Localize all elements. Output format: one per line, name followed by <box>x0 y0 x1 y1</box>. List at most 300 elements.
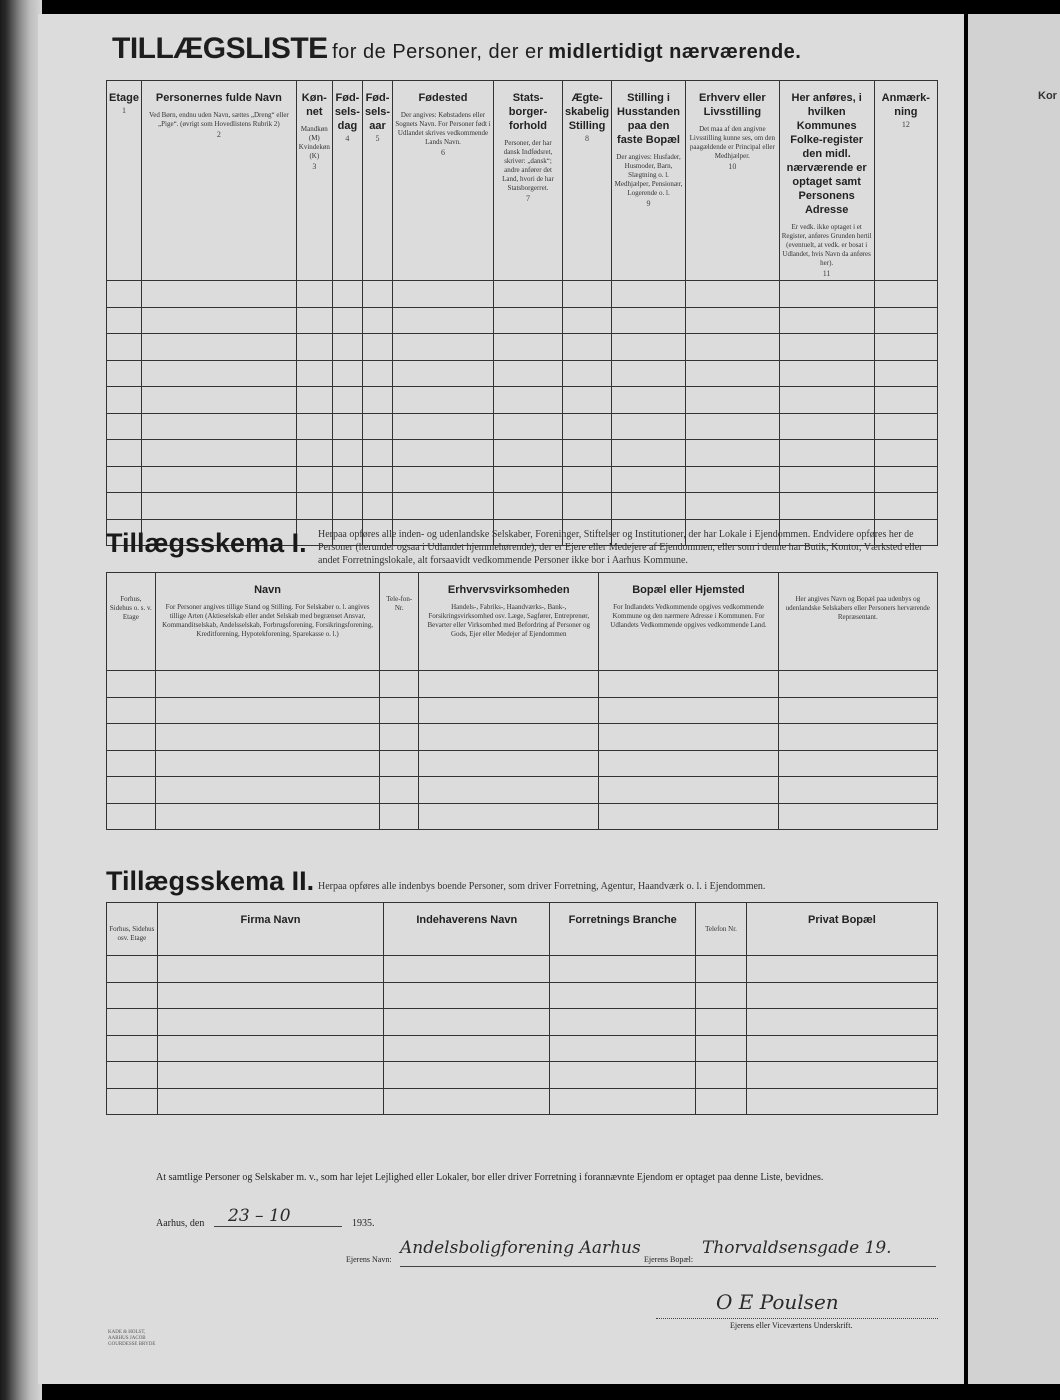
list-column-number-2: 2 <box>216 130 221 139</box>
list-header-title-1: Etage <box>109 92 139 104</box>
list-header-12 <box>874 81 937 281</box>
schema1-cell[interactable] <box>155 724 380 751</box>
schema2-header-title-3: Indehaverens Navn <box>416 914 518 926</box>
list-cell[interactable] <box>874 307 937 334</box>
schema2-cell[interactable] <box>746 1035 937 1062</box>
schema2-row <box>107 956 938 983</box>
list-cell[interactable] <box>563 281 612 308</box>
schema1-cell[interactable] <box>599 671 778 698</box>
schema1-header-1 <box>107 573 156 671</box>
supplement-list-table <box>106 80 938 546</box>
schema1-cell[interactable] <box>419 750 599 777</box>
list-cell[interactable] <box>107 360 142 387</box>
schema1-cell[interactable] <box>599 750 778 777</box>
list-cell[interactable] <box>107 334 142 361</box>
schema1-cell[interactable] <box>380 803 419 830</box>
schema2-cell[interactable] <box>550 982 696 1009</box>
list-cell[interactable] <box>874 360 937 387</box>
schema1-cell[interactable] <box>107 750 156 777</box>
schema2-cell[interactable] <box>157 1088 384 1115</box>
list-cell[interactable] <box>612 413 686 440</box>
title-rest-b: midlertidigt nærværende. <box>548 41 802 63</box>
schema2-cell[interactable] <box>384 956 550 983</box>
list-header-11 <box>779 81 874 281</box>
schema1-header-title-4: Erhvervsvirksomheden <box>447 584 570 596</box>
schema2-header-5 <box>696 903 747 956</box>
schema1-title: Tillægsskema I. <box>106 528 307 558</box>
schema1-header-desc-4: Handels-, Fabriks-, Haandværks-, Bank-, Forsikringsvirksomhed osv. Læge, Sagfører, Entreprenør, Bevarter eller Virksomhed med Befordring af Personer og Gods, Ejer eller Medejer af Ejendommen <box>427 603 590 638</box>
list-cell[interactable] <box>296 413 332 440</box>
schema1-cell[interactable] <box>419 724 599 751</box>
schema2-cell[interactable] <box>746 1062 937 1089</box>
list-header-5 <box>362 81 392 281</box>
schema2-header-title-4: Forretnings Branche <box>568 914 677 926</box>
schema2-title: Tillægsskema II. <box>106 866 315 896</box>
list-cell[interactable] <box>686 440 780 467</box>
schema2-cell[interactable] <box>746 1009 937 1036</box>
schema1-cell[interactable] <box>778 777 937 804</box>
schema1-cell[interactable] <box>419 697 599 724</box>
schema2-cell[interactable] <box>550 1009 696 1036</box>
list-header-title-8: Ægte-skabelig Stilling <box>565 92 610 132</box>
list-cell[interactable] <box>393 334 494 361</box>
list-cell[interactable] <box>686 360 780 387</box>
schema1-cell[interactable] <box>778 724 937 751</box>
certification-text: At samtlige Personer og Selskaber m. v., som har lejet Lejlighed eller Lokaler, bor eller driver Forretning i forannævnte Ejendom er optaget paa denne Liste, bevidnes. <box>156 1172 824 1183</box>
list-cell[interactable] <box>362 466 392 493</box>
list-column-number-9: 9 <box>646 199 651 208</box>
schema1-cell[interactable] <box>380 777 419 804</box>
schema2-header-3 <box>384 903 550 956</box>
list-header-2 <box>141 81 296 281</box>
owner-address-handwritten: Thorvaldsensgade 19. <box>702 1238 892 1258</box>
schema1-header-6 <box>778 573 937 671</box>
schema1-row <box>107 671 938 698</box>
schema2-cell[interactable] <box>107 1035 158 1062</box>
schema2-header-title-6: Privat Bopæl <box>808 914 876 926</box>
list-cell[interactable] <box>393 360 494 387</box>
schema2-header-6 <box>746 903 937 956</box>
list-header-desc-3: Mandkøn (M) Kvindekøn (K) <box>298 125 330 160</box>
list-column-number-6: 6 <box>441 148 445 157</box>
schema2-cell[interactable] <box>384 1035 550 1062</box>
schema1-cell[interactable] <box>107 777 156 804</box>
list-header-title-3: Køn-net <box>301 92 327 118</box>
schema1-header-desc-1: Forhus, Sidehus o. s. v. Etage <box>109 595 152 621</box>
list-cell[interactable] <box>141 413 296 440</box>
list-cell[interactable] <box>493 466 562 493</box>
schema2-desc: Herpaa opføres alle indenbys boende Personer, som driver Forretning, Agentur, Haandværk o. l. i Ejendommen. <box>318 881 766 892</box>
list-cell[interactable] <box>779 413 874 440</box>
schema1-cell[interactable] <box>107 803 156 830</box>
schema2-cell[interactable] <box>157 982 384 1009</box>
list-header-4 <box>332 81 362 281</box>
schema2-cell[interactable] <box>746 956 937 983</box>
owner-name-handwritten: Andelsboligforening Aarhus <box>400 1238 641 1258</box>
list-header-6 <box>393 81 494 281</box>
list-cell[interactable] <box>779 466 874 493</box>
schema2-row <box>107 1009 938 1036</box>
schema1-cell[interactable] <box>419 777 599 804</box>
list-cell[interactable] <box>779 493 874 520</box>
list-header-10 <box>686 81 780 281</box>
schema2-cell[interactable] <box>107 956 158 983</box>
list-cell[interactable] <box>107 413 142 440</box>
list-cell[interactable] <box>141 493 296 520</box>
list-row <box>107 493 938 520</box>
list-cell[interactable] <box>493 360 562 387</box>
list-cell[interactable] <box>612 281 686 308</box>
list-cell[interactable] <box>332 307 362 334</box>
list-cell[interactable] <box>874 440 937 467</box>
list-header-desc-11: Er vedk. ikke optaget i et Register, anføres Grunden hertil (eventuelt, at vedk. er bosat i Udlandet, hvis Navn da anføres her). <box>781 223 872 267</box>
schema2-cell[interactable] <box>157 956 384 983</box>
schema2-cell[interactable] <box>384 1009 550 1036</box>
schema2-cell[interactable] <box>550 956 696 983</box>
list-cell[interactable] <box>107 493 142 520</box>
schema2-cell[interactable] <box>550 1088 696 1115</box>
list-column-number-3: 3 <box>312 162 317 171</box>
city-label: Aarhus, den <box>156 1218 205 1229</box>
list-cell[interactable] <box>107 440 142 467</box>
schema1-desc-1: Herpaa opføres alle inden- og udenlandske Selskaber, Foreninger, Stiftelser og Institutioner, der har Lokale i Ejendommen. <box>318 529 811 540</box>
list-cell[interactable] <box>332 440 362 467</box>
list-cell[interactable] <box>362 440 392 467</box>
list-column-number-1: 1 <box>121 106 126 115</box>
list-cell[interactable] <box>563 334 612 361</box>
list-header-title-12: Anmærk-ning <box>881 92 930 118</box>
schema2-cell[interactable] <box>696 1035 747 1062</box>
list-cell[interactable] <box>493 413 562 440</box>
list-cell[interactable] <box>393 493 494 520</box>
schema1-cell[interactable] <box>599 697 778 724</box>
schema2-header-2 <box>157 903 384 956</box>
list-cell[interactable] <box>393 307 494 334</box>
list-cell[interactable] <box>141 281 296 308</box>
list-cell[interactable] <box>362 281 392 308</box>
list-cell[interactable] <box>296 493 332 520</box>
list-cell[interactable] <box>362 360 392 387</box>
schema2-cell[interactable] <box>157 1035 384 1062</box>
schema1-cell[interactable] <box>155 671 380 698</box>
list-cell[interactable] <box>332 360 362 387</box>
schema2-cell[interactable] <box>746 982 937 1009</box>
list-row <box>107 281 938 308</box>
list-cell[interactable] <box>612 440 686 467</box>
schema2-header-title-2: Firma Navn <box>240 914 301 926</box>
schema2-header-desc-5: Telefon Nr. <box>705 925 737 933</box>
list-cell[interactable] <box>686 334 780 361</box>
schema1-desc <box>318 528 938 567</box>
schema1-header-desc-2: For Personer angives tillige Stand og Stilling. For Selskaber o. l. angives tillige Arten (Aktieselskab eller andet Selskab med begrænset Ansvar, Kommanditselskab, Andelsselskab, Forbrugsforening, Forsikringsforening, Kreditforening, Hypotekforening, Sparekasse o. l.) <box>162 603 374 638</box>
list-cell[interactable] <box>107 466 142 493</box>
list-cell[interactable] <box>874 466 937 493</box>
schema2-cell[interactable] <box>384 982 550 1009</box>
schema1-row <box>107 803 938 830</box>
list-row <box>107 387 938 414</box>
schema1-cell[interactable] <box>155 697 380 724</box>
page-title <box>112 32 902 66</box>
list-header-title-9: Stilling i Husstanden paa den faste Bopæl <box>617 92 680 146</box>
list-cell[interactable] <box>141 387 296 414</box>
list-cell[interactable] <box>141 440 296 467</box>
schema1-cell[interactable] <box>107 724 156 751</box>
list-cell[interactable] <box>332 493 362 520</box>
list-cell[interactable] <box>393 466 494 493</box>
list-header-title-6: Fødested <box>418 92 468 104</box>
list-cell[interactable] <box>296 334 332 361</box>
schema2-cell[interactable] <box>107 1062 158 1089</box>
list-row <box>107 334 938 361</box>
list-cell[interactable] <box>107 281 142 308</box>
schema1-header-3 <box>380 573 419 671</box>
schema1-cell[interactable] <box>380 750 419 777</box>
list-row <box>107 360 938 387</box>
list-header-9 <box>612 81 686 281</box>
owner-address-label: Ejerens Bopæl: <box>644 1255 694 1264</box>
list-row <box>107 413 938 440</box>
list-header-title-2: Personernes fulde Navn <box>155 92 282 104</box>
list-header-desc-6: Der angives: Købstadens eller Sognets Navn. For Personer født i Udlandet skrives vedkommende Lands Navn. <box>395 111 491 146</box>
list-column-number-7: 7 <box>526 194 530 203</box>
list-cell[interactable] <box>393 413 494 440</box>
owner-name-label: Ejerens Navn: <box>346 1255 392 1264</box>
list-cell[interactable] <box>332 334 362 361</box>
schema2-row <box>107 1035 938 1062</box>
list-cell[interactable] <box>779 334 874 361</box>
list-column-number-10: 10 <box>728 162 737 171</box>
owner-underline <box>400 1266 936 1267</box>
list-cell[interactable] <box>362 387 392 414</box>
book-binding <box>0 0 42 1400</box>
schema2-cell[interactable] <box>746 1088 937 1115</box>
list-cell[interactable] <box>332 387 362 414</box>
schema1-cell[interactable] <box>419 671 599 698</box>
list-header-3 <box>296 81 332 281</box>
list-cell[interactable] <box>612 360 686 387</box>
schema1-row <box>107 724 938 751</box>
list-cell[interactable] <box>686 307 780 334</box>
list-cell[interactable] <box>141 466 296 493</box>
signature-underline <box>656 1318 938 1319</box>
schema2-cell[interactable] <box>384 1088 550 1115</box>
schema1-cell[interactable] <box>380 671 419 698</box>
schema1-cell[interactable] <box>419 803 599 830</box>
schema1-cell[interactable] <box>380 697 419 724</box>
list-cell[interactable] <box>493 307 562 334</box>
list-cell[interactable] <box>563 307 612 334</box>
schema1-row <box>107 777 938 804</box>
schema1-header-4 <box>419 573 599 671</box>
schema1-cell[interactable] <box>778 803 937 830</box>
schema1-header-title-2: Navn <box>254 584 281 596</box>
list-header-title-11: Her anføres, i hvilken Kommunes Folke-register den midl. nærværende er optaget samt Personens Adresse <box>786 92 867 216</box>
list-cell[interactable] <box>612 493 686 520</box>
list-column-number-11: 11 <box>822 269 831 278</box>
list-cell[interactable] <box>493 334 562 361</box>
schema1-cell[interactable] <box>778 671 937 698</box>
list-row <box>107 466 938 493</box>
schema2-cell[interactable] <box>696 1009 747 1036</box>
schema1-cell[interactable] <box>155 750 380 777</box>
schema2-cell[interactable] <box>384 1062 550 1089</box>
list-cell[interactable] <box>686 387 780 414</box>
schema2-row <box>107 1062 938 1089</box>
schema1-cell[interactable] <box>107 671 156 698</box>
schema2-cell[interactable] <box>107 982 158 1009</box>
list-cell[interactable] <box>107 387 142 414</box>
schema1-cell[interactable] <box>599 724 778 751</box>
schema1-cell[interactable] <box>599 803 778 830</box>
list-cell[interactable] <box>493 493 562 520</box>
schema2-cell[interactable] <box>157 1062 384 1089</box>
list-header-title-7: Stats-borger-forhold <box>508 92 548 132</box>
signature-label: Ejerens eller Viceværtens Underskrift. <box>730 1321 853 1330</box>
schema1-cell[interactable] <box>599 777 778 804</box>
list-cell[interactable] <box>779 307 874 334</box>
signature-handwritten: O E Poulsen <box>716 1290 839 1314</box>
list-cell[interactable] <box>296 466 332 493</box>
list-cell[interactable] <box>563 440 612 467</box>
list-cell[interactable] <box>362 307 392 334</box>
list-header-desc-10: Det maa af den angivne Livsstilling kunne ses, om den paagældende er Principal eller Medhjælper. <box>689 125 775 160</box>
list-cell[interactable] <box>612 307 686 334</box>
list-cell[interactable] <box>563 466 612 493</box>
schema1-table <box>106 572 938 830</box>
list-header-title-4: Fød-sels-dag <box>334 92 360 132</box>
list-cell[interactable] <box>332 281 362 308</box>
list-cell[interactable] <box>686 466 780 493</box>
schema2-header-1 <box>107 903 158 956</box>
list-cell[interactable] <box>779 387 874 414</box>
list-cell[interactable] <box>362 334 392 361</box>
list-cell[interactable] <box>141 334 296 361</box>
list-header-desc-2: Ved Børn, endnu uden Navn, sættes „Dreng“ eller „Pige“. (øvrigt som Hovedlistens Rubrik 2) <box>148 111 289 128</box>
schema2-row <box>107 1088 938 1115</box>
list-cell[interactable] <box>296 440 332 467</box>
list-cell[interactable] <box>141 307 296 334</box>
list-cell[interactable] <box>296 307 332 334</box>
schema1-cell[interactable] <box>778 697 937 724</box>
next-page-fragment: Kor <box>1038 90 1057 102</box>
list-cell[interactable] <box>779 360 874 387</box>
schema2-table <box>106 902 938 1115</box>
list-row <box>107 440 938 467</box>
schema1-cell[interactable] <box>155 803 380 830</box>
printer-stamp: KADE & HOLST, AARHUS JACOB GOURDESSE BRYDE <box>108 1330 156 1347</box>
list-cell[interactable] <box>563 360 612 387</box>
title-main: TILLÆGSLISTE <box>112 32 328 65</box>
list-cell[interactable] <box>393 440 494 467</box>
list-cell[interactable] <box>874 493 937 520</box>
schema1-cell[interactable] <box>778 750 937 777</box>
list-column-number-5: 5 <box>375 134 380 143</box>
list-cell[interactable] <box>141 360 296 387</box>
list-header-1 <box>107 81 142 281</box>
list-cell[interactable] <box>563 387 612 414</box>
list-cell[interactable] <box>874 413 937 440</box>
schema2-cell[interactable] <box>107 1088 158 1115</box>
schema1-desc-2: Endvidere opføres her de Personer (herunder ogsaa i Udlandet hjemmehørende), der er Ejere eller Medejere af Ejendommen, eller som i denne har Butik, Kontor, Værksted eller andet Forretningslokale, alt forsaavidt vedkommende Personer ikke bor i Aarhus Kommune. <box>318 529 923 566</box>
schema2-cell[interactable] <box>157 1009 384 1036</box>
schema1-cell[interactable] <box>155 777 380 804</box>
list-cell[interactable] <box>332 413 362 440</box>
list-cell[interactable] <box>874 387 937 414</box>
date-handwritten: 23 – 10 <box>228 1206 291 1226</box>
schema2-header-desc-1: Forhus, Sidehus osv. Etage <box>109 925 155 942</box>
list-cell[interactable] <box>612 387 686 414</box>
list-column-number-12: 12 <box>901 120 910 129</box>
list-cell[interactable] <box>779 281 874 308</box>
schema1-cell[interactable] <box>107 697 156 724</box>
list-cell[interactable] <box>362 413 392 440</box>
list-cell[interactable] <box>296 281 332 308</box>
schema1-header-desc-6: Her angives Navn og Bopæl paa udenbys og udenlandske Selskabers eller Personers herværende Repræsentant. <box>785 595 930 621</box>
schema2-cell[interactable] <box>696 1088 747 1115</box>
schema1-header-5 <box>599 573 778 671</box>
list-cell[interactable] <box>686 493 780 520</box>
list-cell[interactable] <box>612 334 686 361</box>
list-row <box>107 307 938 334</box>
next-page-edge <box>968 14 1060 1384</box>
list-cell[interactable] <box>493 440 562 467</box>
year: 1935. <box>352 1218 375 1229</box>
list-cell[interactable] <box>874 281 937 308</box>
schema2-cell[interactable] <box>696 956 747 983</box>
schema1-row <box>107 697 938 724</box>
list-cell[interactable] <box>874 334 937 361</box>
list-header-title-10: Erhverv eller Livsstilling <box>699 92 766 118</box>
schema1-row <box>107 750 938 777</box>
list-cell[interactable] <box>493 387 562 414</box>
list-column-number-4: 4 <box>345 134 350 143</box>
schema2-cell[interactable] <box>550 1062 696 1089</box>
list-cell[interactable] <box>296 360 332 387</box>
schema1-header-desc-3: Tele-fon-Nr. <box>386 595 413 612</box>
schema2-row <box>107 982 938 1009</box>
list-cell[interactable] <box>332 466 362 493</box>
list-header-desc-9: Der angives: Husfader, Husmoder, Barn, Slægtning o. l. Medhjælper, Pensionær, Logerende o. l. <box>614 153 683 197</box>
list-cell[interactable] <box>563 493 612 520</box>
schema2-header-4 <box>550 903 696 956</box>
list-cell[interactable] <box>686 281 780 308</box>
title-rest-a: for de Personer, der er <box>332 41 544 63</box>
schema1-cell[interactable] <box>380 724 419 751</box>
list-header-title-5: Fød-sels-aar <box>364 92 391 132</box>
list-cell[interactable] <box>296 387 332 414</box>
list-cell[interactable] <box>107 307 142 334</box>
list-cell[interactable] <box>393 281 494 308</box>
list-cell[interactable] <box>563 413 612 440</box>
list-cell[interactable] <box>393 387 494 414</box>
list-header-8 <box>563 81 612 281</box>
list-header-7 <box>493 81 562 281</box>
list-cell[interactable] <box>493 281 562 308</box>
schema2-cell[interactable] <box>550 1035 696 1062</box>
schema2-cell[interactable] <box>107 1009 158 1036</box>
list-cell[interactable] <box>686 413 780 440</box>
schema1-header-desc-5: For Indlandets Vedkommende opgives vedkommende Kommune og den nærmere Adresse i Kommunen. For Udlandets Vedkommende opgives vedkommende Land. <box>610 603 767 629</box>
schema2-cell[interactable] <box>696 982 747 1009</box>
schema1-header-2 <box>155 573 380 671</box>
list-header-desc-7: Personer, der har dansk Indfødsret, skriver: „dansk“; andre anfører det Land, hvori de har Statsborgerret. <box>502 139 554 192</box>
list-cell[interactable] <box>779 440 874 467</box>
list-cell[interactable] <box>612 466 686 493</box>
list-column-number-8: 8 <box>585 134 590 143</box>
date-underline <box>214 1226 342 1227</box>
schema2-cell[interactable] <box>696 1062 747 1089</box>
list-cell[interactable] <box>362 493 392 520</box>
